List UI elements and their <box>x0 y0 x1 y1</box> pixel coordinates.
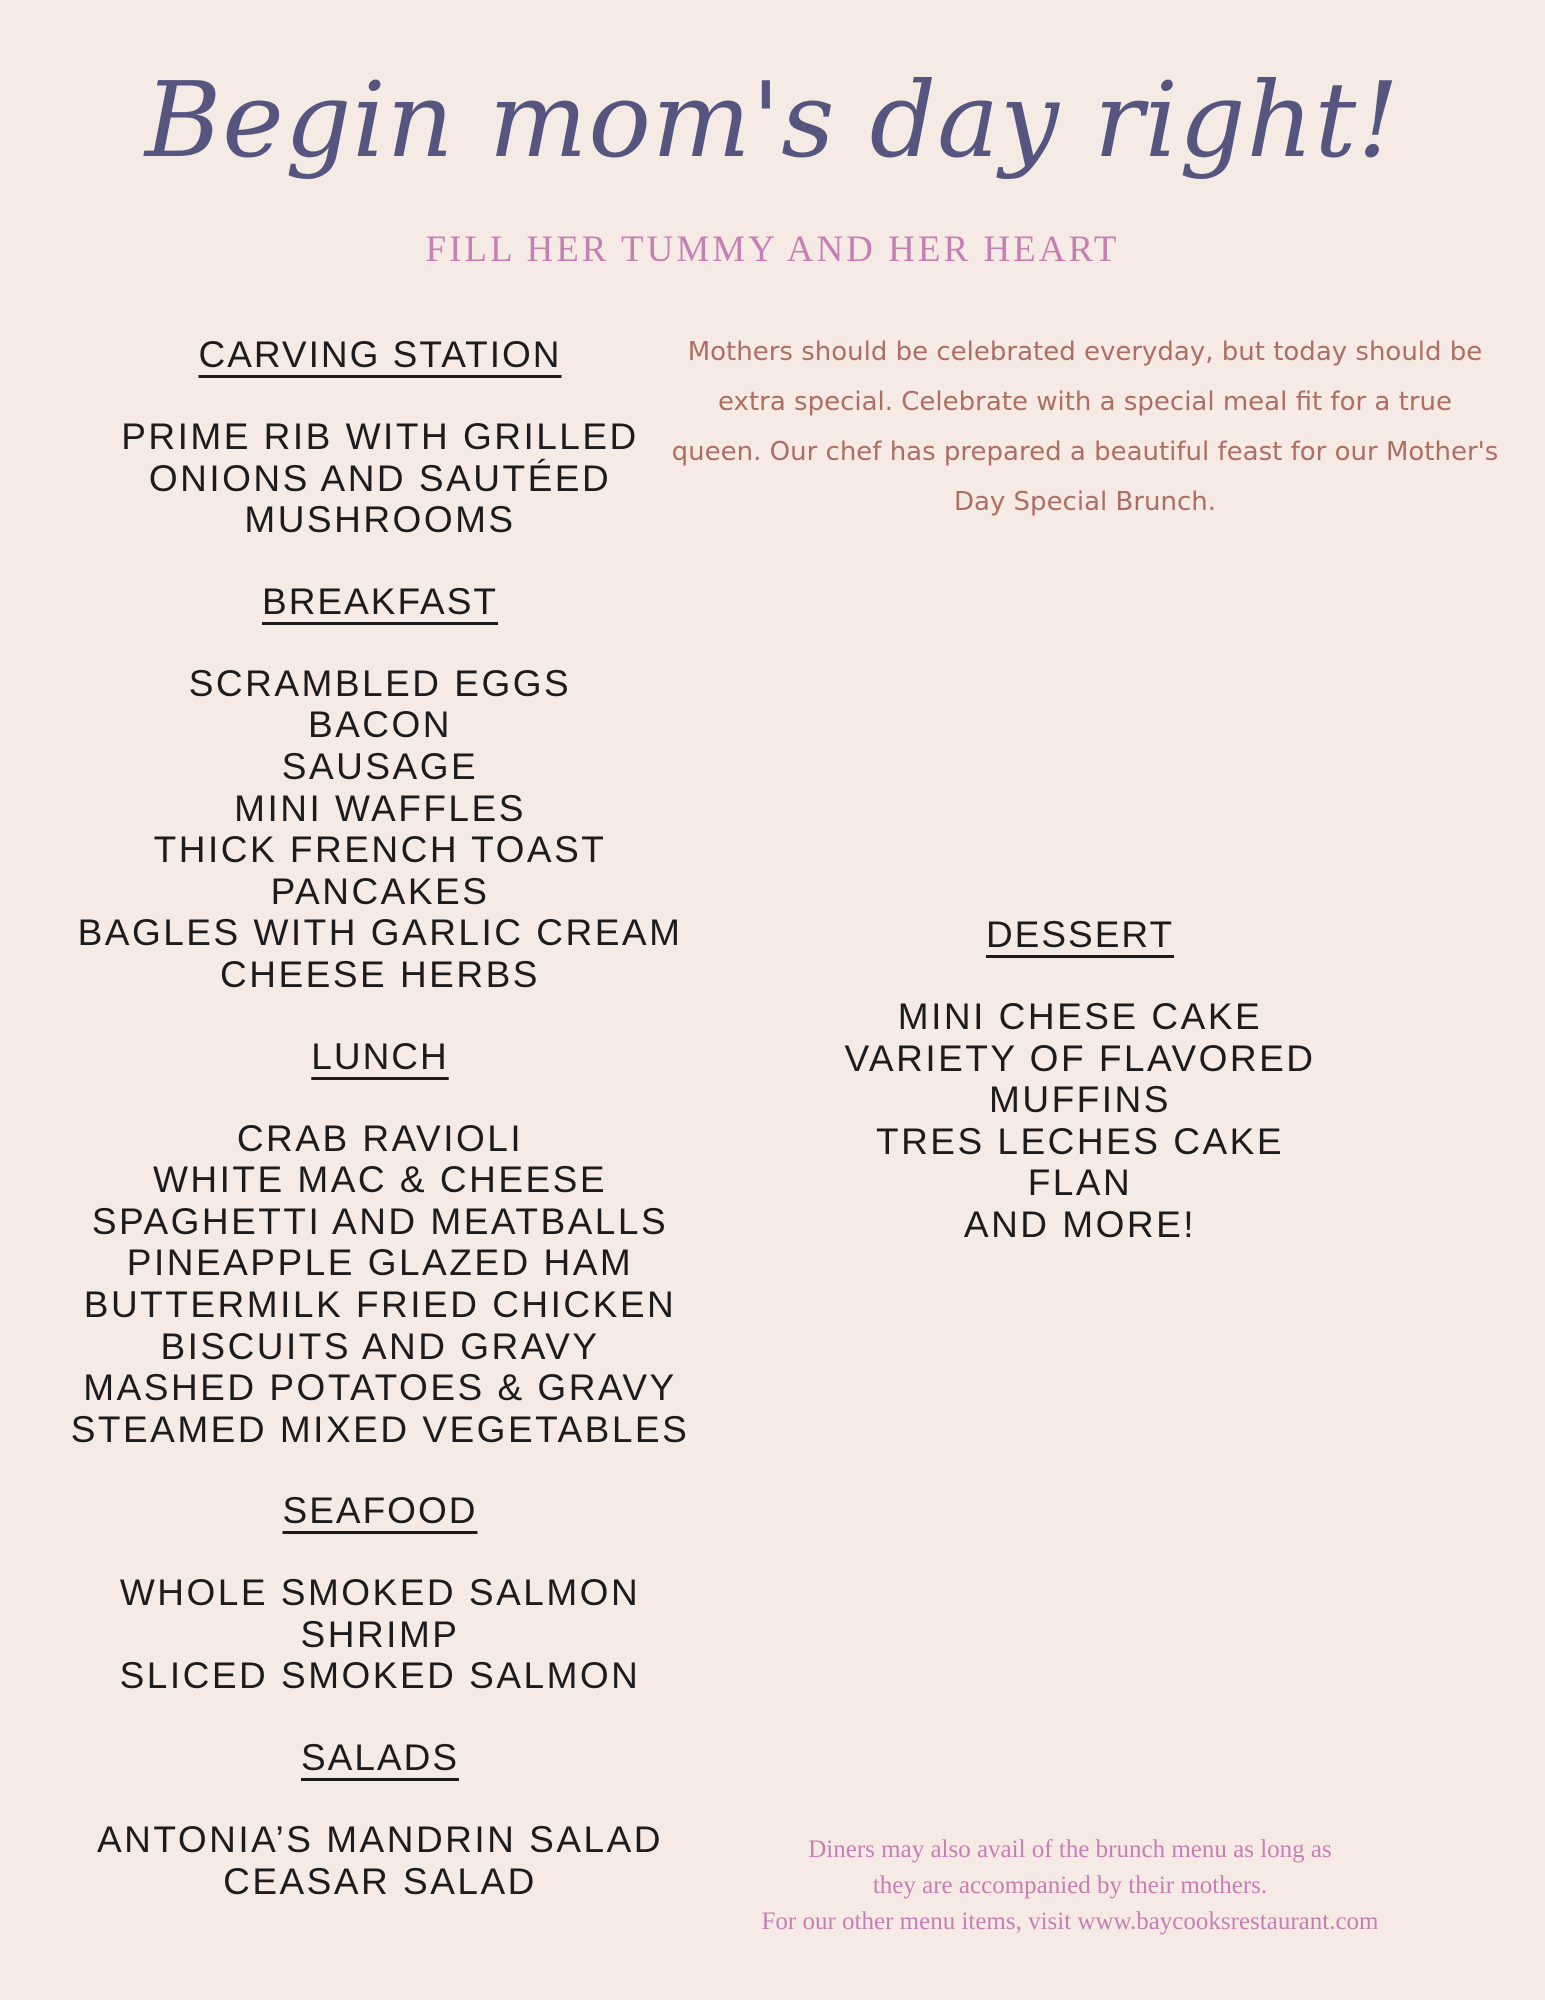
menu-item: CHEESE HERBS <box>220 953 540 995</box>
menu-item: SCRAMBLED EGGS <box>188 662 572 704</box>
menu-item: STEAMED MIXED VEGETABLES <box>70 1408 690 1450</box>
carving-section <box>50 330 710 541</box>
menu-item: THICK FRENCH TOAST <box>153 829 607 871</box>
lunch-section <box>50 1032 710 1451</box>
menu-item: FLAN <box>1027 1162 1133 1204</box>
page-title: Begin mom's day right! <box>144 59 1401 181</box>
menu-item: BACON <box>307 704 453 746</box>
page-subtitle: FILL HER TUMMY AND HER HEART <box>425 229 1120 270</box>
carving-heading: CARVING STATION <box>198 334 562 375</box>
intro-paragraph: Mothers should be celebrated everyday, but today should be extra special. Celebrate with a special meal fit for a true queen. Our chef has prepared a beautiful feast for our Mother's Day Special Brunch. <box>671 337 1499 517</box>
salads-section <box>50 1733 710 1902</box>
menu-item: PINEAPPLE GLAZED HAM <box>126 1242 634 1284</box>
carving-list <box>50 416 710 541</box>
seafood-heading: SEAFOOD <box>282 1490 478 1532</box>
menu-item: MUFFINS <box>989 1079 1171 1121</box>
menu-item: PRIME RIB WITH GRILLED <box>121 416 639 457</box>
salads-list <box>50 1819 710 1902</box>
menu-item: SAUSAGE <box>281 745 479 787</box>
menu-left-column <box>50 330 710 1938</box>
menu-right-column <box>780 910 1380 1282</box>
menu-item: SHRIMP <box>300 1613 460 1655</box>
breakfast-heading: BREAKFAST <box>262 580 498 622</box>
menu-item: ANTONIA’S MANDRIN SALAD <box>97 1819 663 1861</box>
menu-item: TRES LECHES CAKE <box>875 1120 1285 1162</box>
footer-line: they are accompanied by their mothers. <box>872 1872 1268 1899</box>
footer-website-line: For our other menu items, visit www.baycooksrestaurant.com <box>761 1908 1379 1935</box>
menu-item: BISCUITS AND GRAVY <box>160 1325 600 1367</box>
menu-item: WHOLE SMOKED SALMON <box>119 1572 641 1614</box>
menu-item: CRAB RAVIOLI <box>236 1117 524 1159</box>
menu-item: ONIONS AND SAUTÉED <box>148 457 612 499</box>
salads-heading: SALADS <box>300 1737 459 1779</box>
breakfast-section <box>50 577 710 996</box>
breakfast-list <box>50 663 710 996</box>
footer-line: Diners may also avail of the brunch menu as long as <box>808 1836 1332 1863</box>
menu-item: SPAGHETTI AND MEATBALLS <box>91 1200 669 1242</box>
dessert-section <box>780 910 1380 1246</box>
menu-item: SLICED SMOKED SALMON <box>119 1655 641 1697</box>
seafood-section <box>50 1486 710 1697</box>
lunch-heading: LUNCH <box>311 1035 449 1077</box>
dessert-heading: DESSERT <box>985 914 1175 955</box>
menu-item: MASHED POTATOES & GRAVY <box>83 1367 677 1409</box>
menu-item: MINI CHESE CAKE <box>897 996 1263 1037</box>
lunch-list <box>50 1118 710 1451</box>
footer-note <box>670 1832 1470 1940</box>
menu-item: PANCAKES <box>270 870 490 912</box>
menu-item: MUSHROOMS <box>244 499 516 541</box>
menu-item: MINI WAFFLES <box>234 787 526 829</box>
seafood-list <box>50 1572 710 1697</box>
dessert-list <box>780 996 1380 1246</box>
menu-item: WHITE MAC & CHEESE <box>152 1159 608 1201</box>
menu-item: CEASAR SALAD <box>223 1860 537 1902</box>
menu-item: AND MORE! <box>963 1203 1197 1245</box>
menu-item: BUTTERMILK FRIED CHICKEN <box>83 1283 677 1325</box>
menu-item: BAGLES WITH GARLIC CREAM <box>77 912 683 954</box>
menu-item: VARIETY OF FLAVORED <box>844 1037 1316 1079</box>
